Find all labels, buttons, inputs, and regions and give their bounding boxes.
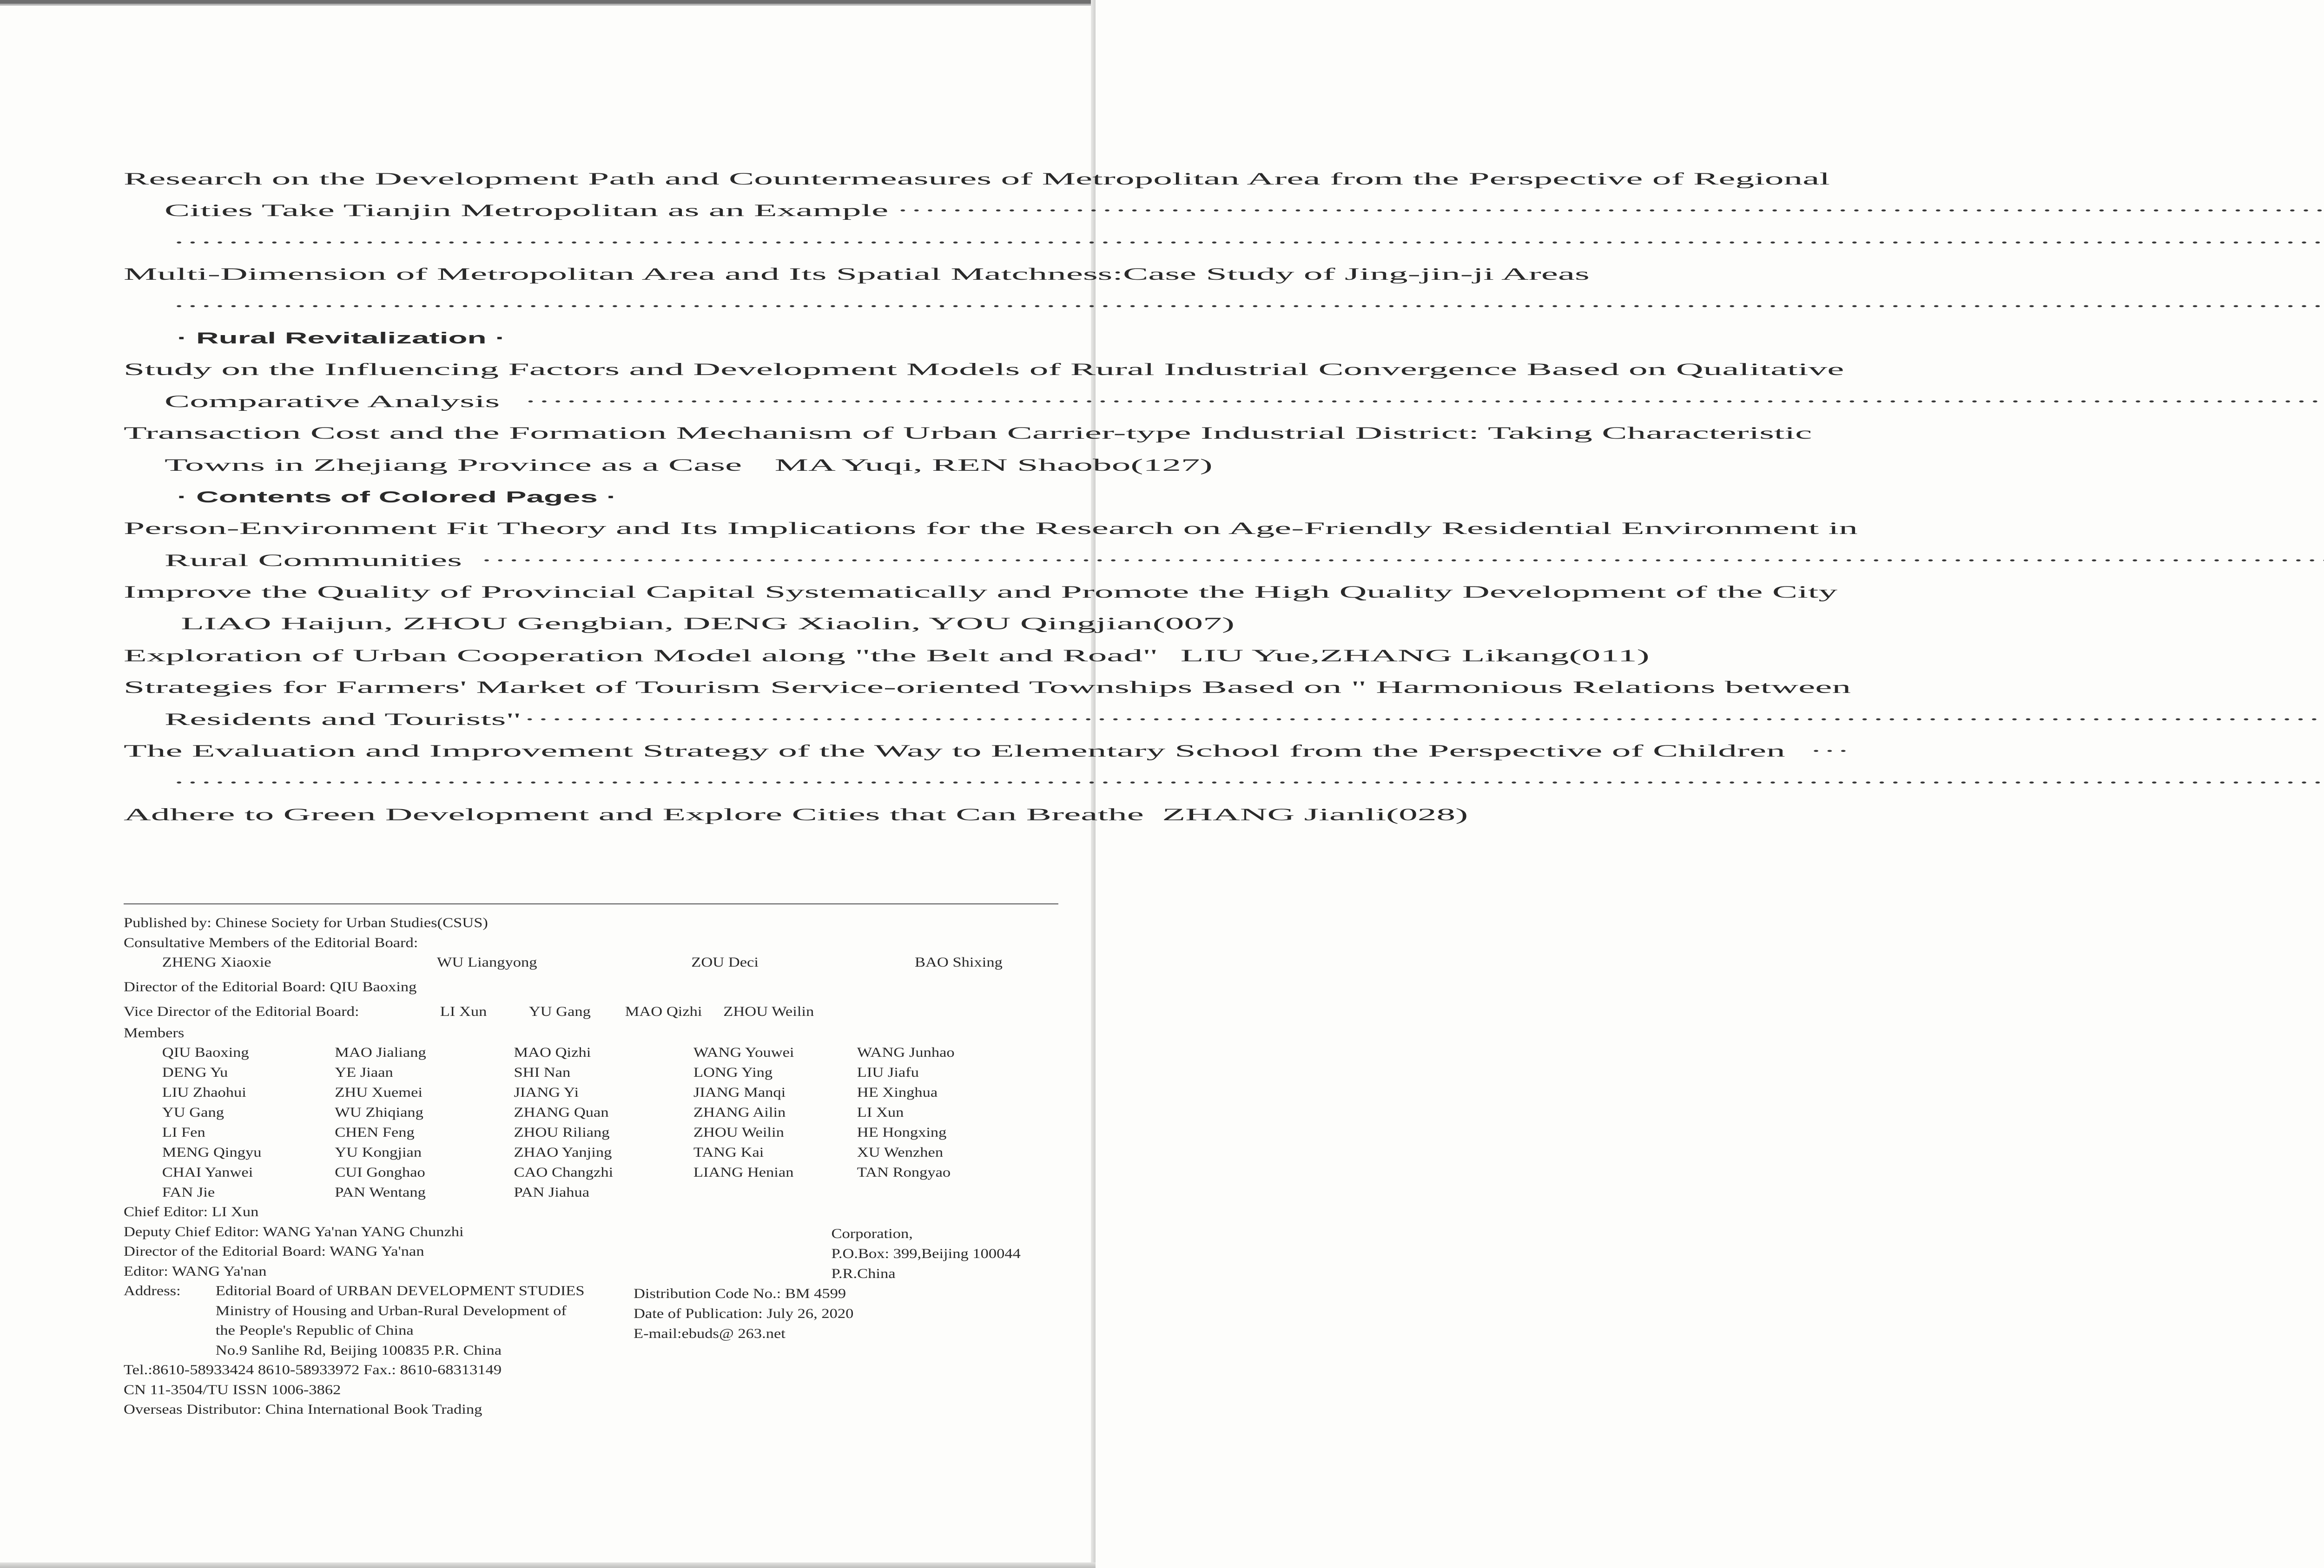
distribution-info xyxy=(634,1224,1021,1344)
toc-entry-title-cont: Comparative Analysis ····· xyxy=(124,386,1156,418)
scan-top-edge xyxy=(0,0,1096,4)
country: P.R.China xyxy=(831,1266,896,1281)
consultative-member: ZHENG Xiaoxie xyxy=(162,955,271,970)
member-name: WANG Youwei xyxy=(693,1045,794,1060)
toc-entry-page: (028) xyxy=(1386,805,1468,824)
toc-entry-title: Research on the Development Path and Countermeasures of Metropolitan Area from the Perspective of Regional xyxy=(124,170,1830,189)
members-column xyxy=(693,1042,794,1182)
consultative-label: Consultative Members of the Editorial Board: xyxy=(124,935,418,950)
scan-top-edge-shadow xyxy=(0,4,1096,6)
members-column xyxy=(514,1042,614,1202)
member-name: TAN Rongyao xyxy=(857,1165,951,1180)
toc-entry-title: Study on the Influencing Factors and Development Models of Rural Industrial Convergence Based on Qualitative xyxy=(124,360,1844,380)
member-name: ZHANG Quan xyxy=(514,1105,609,1120)
member-name: MAO Jialiang xyxy=(335,1045,426,1060)
member-name: HE Hongxing xyxy=(857,1125,947,1140)
address-text: No.9 Sanlihe Rd, Beijing 100835 P.R. China xyxy=(215,1342,502,1358)
members-column xyxy=(162,1042,262,1202)
address-text: Ministry of Housing and Urban-Rural Development of xyxy=(215,1303,567,1318)
member-name: YE Jiaan xyxy=(335,1065,393,1080)
address-line xyxy=(124,1281,632,1301)
member-name: CAO Changzhi xyxy=(514,1165,614,1180)
member-name: CUI Gonghao xyxy=(335,1165,425,1180)
leader-dots xyxy=(1810,736,1873,767)
toc-entry-page: (127) xyxy=(1130,455,1213,475)
member-name: LONG Ying xyxy=(693,1065,773,1080)
toc-entry-page: (011) xyxy=(1569,646,1650,665)
members-label: Members xyxy=(124,1025,185,1041)
member-name: ZHANG Ailin xyxy=(693,1105,786,1120)
member-name: CHAI Yanwei xyxy=(162,1165,253,1180)
toc-entry-authors: MA Yuqi, REN Shaobo xyxy=(774,455,1131,475)
vice-director-member: LI Xun xyxy=(440,1004,487,1019)
member-name: PAN Wentang xyxy=(335,1185,426,1200)
distribution-code: Distribution Code No.: BM 4599 xyxy=(634,1286,846,1301)
toc-entry-authors-line xyxy=(124,608,1235,640)
toc-entry-title: Strategies for Farmers' Market of Tourism Service-oriented Townships Based on " Harmonious Relations between xyxy=(124,678,1851,698)
toc-entry-authors: LIU Yue,ZHANG Likang xyxy=(1180,646,1569,665)
table-of-contents xyxy=(124,164,1858,831)
toc-entry-title: Adhere to Green Development and Explore Cities that Can Breathe ZHANG Jianli (028) xyxy=(124,799,1156,831)
member-name: TANG Kai xyxy=(693,1145,764,1160)
publication-date: Date of Publication: July 26, 2020 xyxy=(634,1306,854,1321)
consultative-member: WU Liangyong xyxy=(436,955,537,970)
vice-director-member: MAO Qizhi xyxy=(625,1004,702,1019)
address-label: Address: xyxy=(124,1283,181,1298)
member-name: DENG Yu xyxy=(162,1065,228,1080)
consultative-member: BAO Shixing xyxy=(915,955,1003,970)
member-name: ZHAO Yanjing xyxy=(514,1145,612,1160)
vice-director-line xyxy=(124,999,814,1024)
member-name: ZHOU Weilin xyxy=(693,1125,784,1140)
member-name: YU Kongjian xyxy=(335,1145,422,1160)
member-name: XU Wenzhen xyxy=(857,1145,944,1160)
toc-entry-title-cont: Rural Communities ····· xyxy=(124,545,1156,577)
member-name: PAN Jiahua xyxy=(514,1185,590,1200)
leader-dots xyxy=(524,386,2324,418)
member-name: QIU Baoxing xyxy=(162,1045,249,1060)
toc-entry-authors: ZHANG Jianli xyxy=(1162,805,1386,824)
member-name: LI Xun xyxy=(857,1105,904,1120)
editor: Editor: WANG Ya'nan xyxy=(124,1263,267,1279)
member-name: LIANG Henian xyxy=(693,1165,794,1180)
director-editorial-board: Director of the Editorial Board: WANG Ya'nan xyxy=(124,1244,424,1259)
leader-dots xyxy=(897,195,2324,227)
leader-dots xyxy=(173,227,2324,259)
chief-editor: Chief Editor: LI Xun xyxy=(124,1204,259,1219)
scan-bottom-edge xyxy=(0,1562,1096,1568)
member-name: MENG Qingyu xyxy=(162,1145,262,1160)
toc-entry-title: Improve the Quality of Provincial Capital Systematically and Promote the High Quality Development of the City xyxy=(124,583,1838,602)
deputy-chief-editor: Deputy Chief Editor: WANG Ya'nan YANG Chunzhi xyxy=(124,1224,464,1239)
consultative-member: ZOU Deci xyxy=(691,955,759,970)
member-name: WU Zhiqiang xyxy=(335,1105,423,1120)
member-name: MAO Qizhi xyxy=(514,1045,591,1060)
toc-entry-page: (007) xyxy=(1152,614,1235,634)
member-name: WANG Junhao xyxy=(857,1045,955,1060)
toc-entry-title-cont: Residents and Tourists" ····· xyxy=(124,704,1156,736)
consultative-members xyxy=(124,953,1003,975)
section-heading-rural: · Rural Revitalization · xyxy=(177,329,506,347)
members-column xyxy=(857,1042,955,1182)
member-name: LIU Zhaohui xyxy=(162,1085,246,1100)
section-divider xyxy=(124,903,1058,904)
leader-dots xyxy=(173,291,2324,323)
leader-dots xyxy=(523,704,2324,736)
toc-entry-title: Transaction Cost and the Formation Mechanism of Urban Carrier-type Industrial District: Taking Characteristic xyxy=(124,424,1812,443)
toc-entry-authors-line xyxy=(124,767,1156,799)
director-line: Director of the Editorial Board: QIU Baoxing xyxy=(124,979,417,995)
vice-director-member: YU Gang xyxy=(528,1004,591,1019)
toc-entry-title: Person-Environment Fit Theory and Its Implications for the Research on Age-Friendly Residential Environment in xyxy=(124,519,1858,539)
toc-entry-title-cont: Cities Take Tianjin Metropolitan as an Example ····· xyxy=(124,195,1156,227)
members-column xyxy=(335,1042,426,1202)
member-name: JIANG Yi xyxy=(514,1085,579,1100)
toc-entry-title-cont: Towns in Zhejiang Province as a Case MA Yuqi, REN Shaobo (127) xyxy=(124,450,1156,481)
leader-dots xyxy=(480,545,2324,577)
member-name: ZHOU Riliang xyxy=(514,1125,610,1140)
member-name: FAN Jie xyxy=(162,1185,215,1200)
section-heading-colored-pages: · Contents of Colored Pages · xyxy=(177,488,617,506)
toc-entry-title: The Evaluation and Improvement Strategy of the Way to Elementary School from the Perspective of Children ··· xyxy=(124,736,1156,767)
vice-director-label: Vice Director of the Editorial Board: xyxy=(124,1004,359,1019)
member-name: ZHU Xuemei xyxy=(335,1085,423,1100)
overseas-distributor: Overseas Distributor: China International Book Trading xyxy=(124,1402,482,1417)
vice-director-member: ZHOU Weilin xyxy=(723,1004,814,1019)
member-name: SHI Nan xyxy=(514,1065,571,1080)
corporation: Corporation, xyxy=(831,1226,913,1241)
toc-entry-title: Exploration of Urban Cooperation Model along "the Belt and Road" LIU Yue,ZHANG Likang (011) xyxy=(124,640,1156,672)
member-name: YU Gang xyxy=(162,1105,224,1120)
cn-issn: CN 11-3504/TU ISSN 1006-3862 xyxy=(124,1382,341,1397)
leader-dots xyxy=(173,767,2324,799)
member-name: LI Fen xyxy=(162,1125,205,1140)
email: E-mail:ebuds@ 263.net xyxy=(634,1326,786,1341)
member-name: LIU Jiafu xyxy=(857,1065,919,1080)
address-text: Editorial Board of URBAN DEVELOPMENT STUDIES xyxy=(215,1283,585,1298)
toc-entry-authors-line xyxy=(124,227,1156,259)
member-name: CHEN Feng xyxy=(335,1125,415,1140)
member-name: HE Xinghua xyxy=(857,1085,938,1100)
member-name: JIANG Manqi xyxy=(693,1085,786,1100)
published-by: Published by: Chinese Society for Urban Studies(CSUS) xyxy=(124,915,488,930)
po-box: P.O.Box: 399,Beijing 100044 xyxy=(831,1246,1021,1261)
members-grid xyxy=(124,1042,955,1202)
telephone-fax: Tel.:8610-58933424 8610-58933972 Fax.: 8610-68313149 xyxy=(124,1362,502,1377)
toc-entry-title: Multi-Dimension of Metropolitan Area and Its Spatial Matchness:Case Study of Jing-jin-ji Areas xyxy=(124,265,1590,284)
toc-entry-authors-line xyxy=(124,291,1156,323)
address-text: the People's Republic of China xyxy=(215,1323,414,1338)
toc-entry-authors: LIAO Haijun, ZHOU Gengbian, DENG Xiaolin, YOU Qingjian xyxy=(181,614,1153,634)
